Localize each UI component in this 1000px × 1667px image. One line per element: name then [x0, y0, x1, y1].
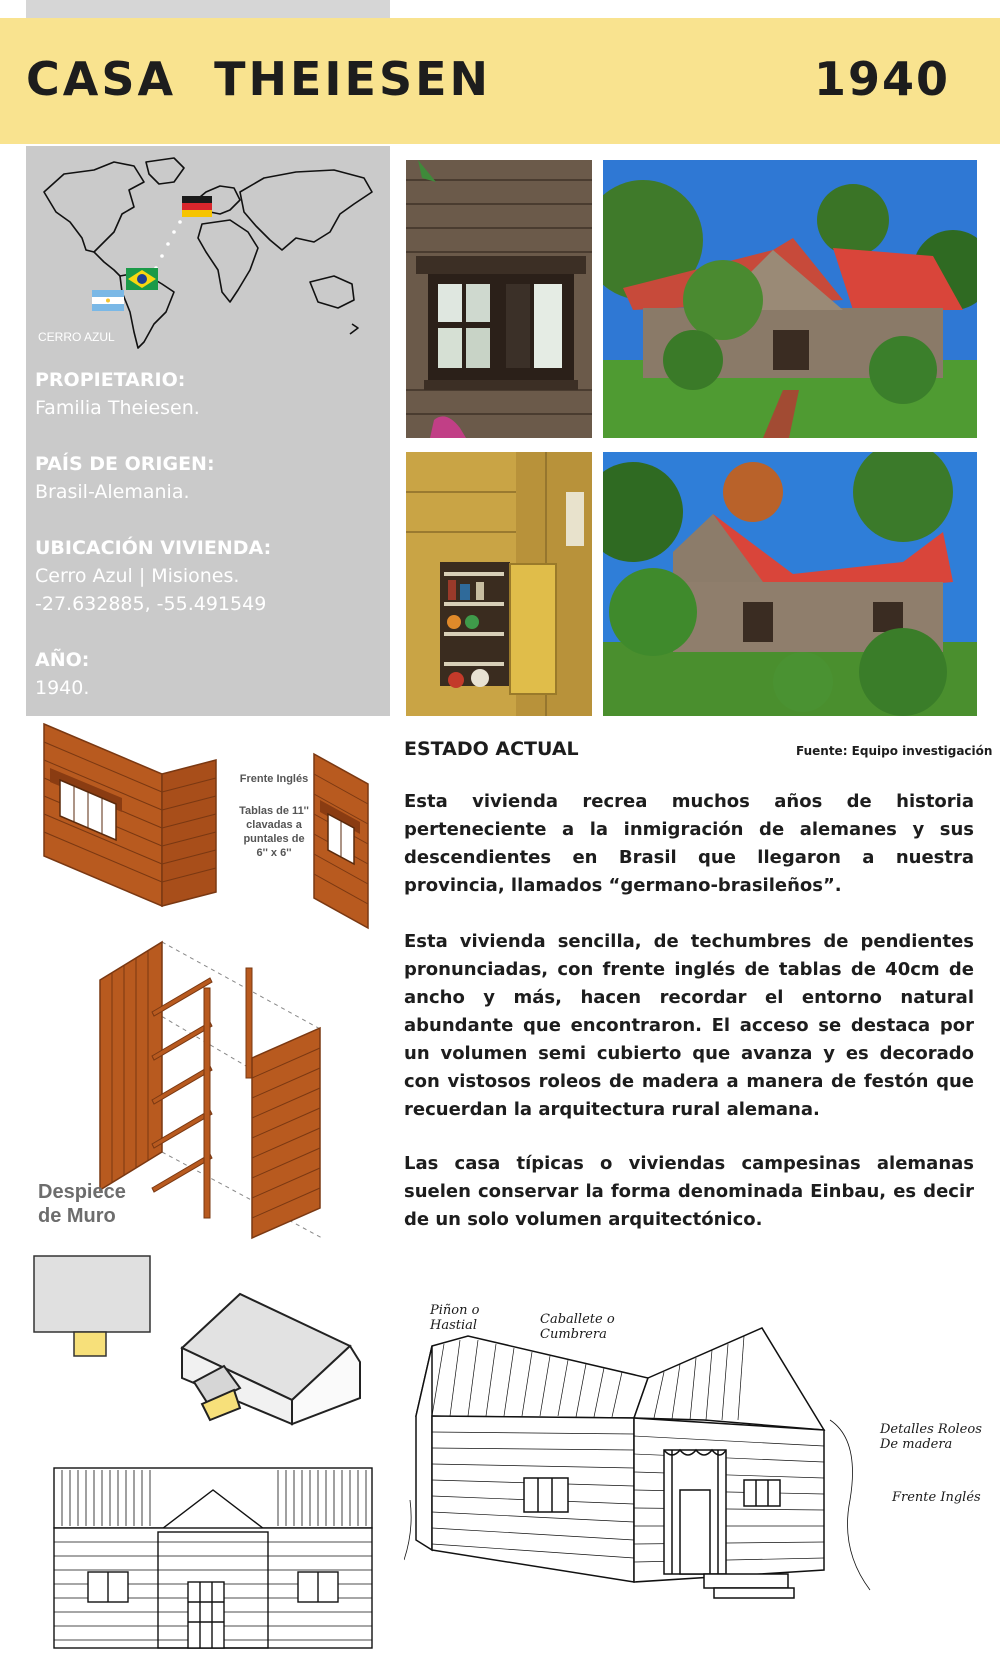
- photo-house-side: [603, 452, 977, 716]
- owner-block: [35, 366, 200, 422]
- year-label: AÑO:: [35, 649, 90, 671]
- paragraph-1: Esta vivienda recrea muchos años de historia perteneciente a la inmigración de alemanes y sus descendientes en Brasil que llegaron a nuestra provincia, llamados “germano-brasileños”.: [404, 791, 974, 896]
- photo-source: Fuente: Equipo investigación: [796, 744, 993, 758]
- pinon-label-line: Hastial: [430, 1318, 478, 1333]
- location-value: Cerro Azul | Misiones.: [35, 565, 240, 587]
- photo-house-front: [603, 160, 977, 438]
- location-block: [35, 534, 271, 618]
- owner-label: PROPIETARIO:: [35, 369, 186, 391]
- caballete-label-line: Caballete o: [540, 1312, 615, 1327]
- tablas-note: [226, 804, 322, 860]
- pinon-label: [430, 1303, 479, 1333]
- caballete-label: [540, 1312, 615, 1342]
- coordinates-value: -27.632885, -55.491549: [35, 593, 267, 615]
- location-label: UBICACIÓN VIVIENDA:: [35, 537, 272, 559]
- photo-window: [406, 160, 592, 438]
- page-title: CASA THEIESEN: [26, 52, 492, 106]
- pinon-label-line: Piñon o: [430, 1303, 480, 1318]
- despiece-label-line: de Muro: [38, 1205, 116, 1227]
- paragraph-2: Esta vivienda sencilla, de techumbres de pendientes pronunciadas, con frente inglés de tablas de 40cm de ancho y más, hacen recordar el entorno natural abundante que encontraron. El acceso se destaca por un volumen semi cubierto que avanza y es decorado con vistosos roleos de madera a manera de festón que recuerdan la arquitectura rural alemana.: [404, 931, 974, 1120]
- germany-flag-icon: [182, 196, 212, 217]
- detalles-label-line: De madera: [880, 1437, 953, 1452]
- wall-end-drawing: [310, 750, 374, 930]
- brazil-flag-icon: [126, 268, 158, 290]
- caballete-label-line: Cumbrera: [540, 1327, 607, 1342]
- frente-sketch-label: Frente Inglés: [892, 1490, 981, 1505]
- front-elevation-sketch: [48, 1462, 378, 1654]
- despiece-label: [38, 1180, 126, 1228]
- year-value: 1940.: [35, 677, 90, 699]
- origin-block: [35, 450, 215, 506]
- tablas-note-line: 6'' x 6'': [256, 847, 292, 859]
- owner-value: Familia Theiesen.: [35, 397, 200, 419]
- argentina-flag-icon: [92, 290, 124, 311]
- massing-diagram: [180, 1286, 366, 1426]
- tablas-note-line: clavadas a: [246, 819, 302, 831]
- origin-label: PAÍS DE ORIGEN:: [35, 453, 215, 475]
- despiece-label-line: Despiece: [38, 1181, 126, 1203]
- year-block: [35, 646, 89, 702]
- tablas-note-line: puntales de: [243, 833, 305, 845]
- house-perspective-sketch: [404, 1300, 874, 1610]
- world-map: [34, 152, 382, 352]
- frente-ingles-label: Frente Inglés: [239, 773, 309, 785]
- wall-corner-drawing: [40, 720, 220, 910]
- origin-value: Brasil-Alemania.: [35, 481, 190, 503]
- section-title: ESTADO ACTUAL: [404, 738, 579, 760]
- tablas-note-line: Tablas de 11'': [239, 805, 309, 817]
- map-location-label: CERRO AZUL: [38, 330, 115, 344]
- photo-interior-cabinet: [406, 452, 592, 716]
- floor-plan-diagram: [32, 1254, 156, 1358]
- paragraph-3: Las casa típicas o viviendas campesinas alemanas suelen conservar la forma denominada Einbau, es decir de un solo volumen arquitectónico.: [404, 1153, 974, 1230]
- page-year: 1940: [813, 52, 950, 106]
- header-gray-strip: [26, 0, 390, 18]
- detalles-label-line: Detalles Roleos: [880, 1422, 982, 1437]
- detalles-label: [880, 1422, 982, 1452]
- exploded-wall-drawing: [96, 938, 326, 1250]
